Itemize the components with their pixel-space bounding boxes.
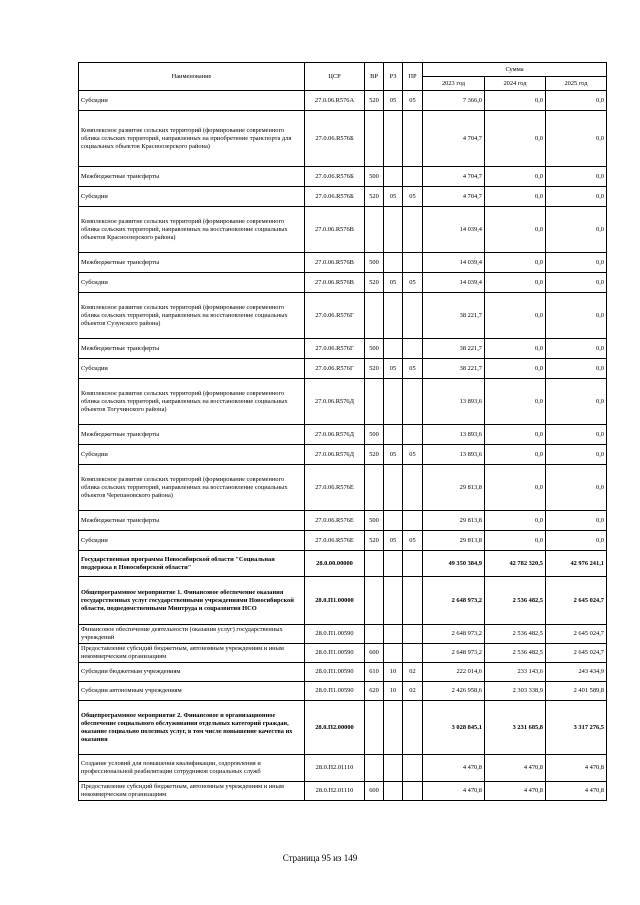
row-csr-cell: 28.0.П2.01110 xyxy=(305,782,365,801)
row-name-cell: Комплексное развитие сельских территорий (формирование современного облика сельских территорий, направленных на восстановление социальных объектов Сузунского района) xyxy=(79,293,305,339)
row-2024-cell: 2 536 482,5 xyxy=(485,625,546,644)
row-name-cell: Субсидии xyxy=(79,91,305,111)
row-2025-cell: 2 645 024,7 xyxy=(546,644,607,663)
row-pr-cell xyxy=(403,425,423,445)
table-row xyxy=(79,273,607,293)
row-2023-cell: 4 704,7 xyxy=(423,167,485,187)
row-name-cell: Комплексное развитие сельских территорий (формирование современного облика сельских территорий, направленных на восстановление социальных объектов Красноозерского района) xyxy=(79,207,305,253)
row-rz-cell xyxy=(384,644,403,663)
row-2024-cell: 0,0 xyxy=(485,91,546,111)
row-2025-cell: 243 434,9 xyxy=(546,663,607,682)
row-2025-cell: 0,0 xyxy=(546,379,607,425)
row-rz-cell xyxy=(384,339,403,359)
row-2024-cell: 0,0 xyxy=(485,293,546,339)
row-vr-cell: 620 xyxy=(365,682,384,701)
row-name-cell: Общепрограммное мероприятие 2. Финансовое и организационное обеспечение социального обслуживания отдельных категорий граждан, оказание социально полезных услуг, в том числе повышение качества их оказания xyxy=(79,701,305,755)
header-rz: РЗ xyxy=(384,63,403,91)
row-csr-cell: 27.0.06.R576Г xyxy=(305,339,365,359)
row-pr-cell xyxy=(403,644,423,663)
row-pr-cell xyxy=(403,755,423,782)
row-csr-cell: 27.0.06.R576Г xyxy=(305,293,365,339)
row-name-cell: Субсидии xyxy=(79,445,305,465)
row-2023-cell: 2 648 973,2 xyxy=(423,644,485,663)
row-rz-cell: 10 xyxy=(384,682,403,701)
row-name-cell: Субсидии xyxy=(79,359,305,379)
table-row xyxy=(79,445,607,465)
row-vr-cell xyxy=(365,111,384,167)
row-2024-cell: 0,0 xyxy=(485,531,546,551)
row-pr-cell xyxy=(403,625,423,644)
row-rz-cell xyxy=(384,253,403,273)
row-2024-cell: 0,0 xyxy=(485,253,546,273)
row-2024-cell: 0,0 xyxy=(485,207,546,253)
row-vr-cell: 520 xyxy=(365,531,384,551)
table-row xyxy=(79,379,607,425)
row-name-cell: Комплексное развитие сельских территорий (формирование современного облика сельских территорий, направленных на восстановление социальных объектов Тогучинского района) xyxy=(79,379,305,425)
row-csr-cell: 27.0.06.R576Д xyxy=(305,379,365,425)
table-row xyxy=(79,755,607,782)
row-csr-cell: 27.0.06.R576Б xyxy=(305,187,365,207)
row-pr-cell xyxy=(403,782,423,801)
row-2025-cell: 0,0 xyxy=(546,359,607,379)
row-pr-cell: 05 xyxy=(403,273,423,293)
row-pr-cell xyxy=(403,253,423,273)
row-2025-cell: 0,0 xyxy=(546,293,607,339)
row-rz-cell xyxy=(384,577,403,625)
row-2023-cell: 13 893,6 xyxy=(423,425,485,445)
table-row xyxy=(79,339,607,359)
row-name-cell: Субсидии xyxy=(79,187,305,207)
row-name-cell: Предоставление субсидий бюджетным, автономным учреждениям и иным некоммерческим организациям xyxy=(79,644,305,663)
header-year-2023: 2023 год xyxy=(423,77,485,91)
row-rz-cell: 05 xyxy=(384,531,403,551)
row-2023-cell: 4 470,8 xyxy=(423,782,485,801)
row-csr-cell: 27.0.06.R576Е xyxy=(305,531,365,551)
row-pr-cell xyxy=(403,379,423,425)
row-vr-cell: 520 xyxy=(365,187,384,207)
row-2025-cell: 0,0 xyxy=(546,167,607,187)
row-vr-cell: 500 xyxy=(365,511,384,531)
row-csr-cell: 28.0.П2.00000 xyxy=(305,701,365,755)
row-2023-cell: 4 704,7 xyxy=(423,187,485,207)
row-vr-cell xyxy=(365,293,384,339)
row-rz-cell xyxy=(384,167,403,187)
row-2023-cell: 38 221,7 xyxy=(423,359,485,379)
row-2024-cell: 0,0 xyxy=(485,465,546,511)
row-2023-cell: 14 039,4 xyxy=(423,207,485,253)
header-csr: ЦСР xyxy=(305,63,365,91)
row-rz-cell xyxy=(384,379,403,425)
row-pr-cell xyxy=(403,465,423,511)
row-pr-cell: 02 xyxy=(403,663,423,682)
row-vr-cell: 520 xyxy=(365,359,384,379)
row-rz-cell: 05 xyxy=(384,273,403,293)
row-name-cell: Субсидии бюджетным учреждениям xyxy=(79,663,305,682)
row-2024-cell: 0,0 xyxy=(485,111,546,167)
row-2025-cell: 2 645 024,7 xyxy=(546,577,607,625)
row-2025-cell: 2 645 024,7 xyxy=(546,625,607,644)
row-2025-cell: 4 470,8 xyxy=(546,782,607,801)
row-2023-cell: 14 039,4 xyxy=(423,253,485,273)
row-2023-cell: 2 648 973,2 xyxy=(423,577,485,625)
row-rz-cell xyxy=(384,293,403,339)
row-2025-cell: 0,0 xyxy=(546,425,607,445)
row-name-cell: Межбюджетные трансферты xyxy=(79,425,305,445)
row-rz-cell xyxy=(384,551,403,577)
row-vr-cell: 500 xyxy=(365,425,384,445)
row-2024-cell: 0,0 xyxy=(485,379,546,425)
row-2023-cell: 29 813,8 xyxy=(423,511,485,531)
row-2023-cell: 4 470,8 xyxy=(423,755,485,782)
table-row xyxy=(79,187,607,207)
row-csr-cell: 28.0.П1.00590 xyxy=(305,625,365,644)
table-row xyxy=(79,663,607,682)
row-name-cell: Субсидии xyxy=(79,273,305,293)
row-vr-cell xyxy=(365,379,384,425)
row-pr-cell xyxy=(403,167,423,187)
row-2025-cell: 0,0 xyxy=(546,445,607,465)
row-csr-cell: 27.0.06.R576Г xyxy=(305,359,365,379)
header-name: Наименование xyxy=(79,63,305,91)
row-2024-cell: 0,0 xyxy=(485,273,546,293)
row-2025-cell: 2 401 589,8 xyxy=(546,682,607,701)
table-row xyxy=(79,359,607,379)
table-row xyxy=(79,91,607,111)
row-csr-cell: 27.0.06.R576Д xyxy=(305,425,365,445)
row-name-cell: Предоставление субсидий бюджетным, автономным учреждениям и иным некоммерческим организациям xyxy=(79,782,305,801)
row-csr-cell: 27.0.06.R576Е xyxy=(305,465,365,511)
row-2024-cell: 0,0 xyxy=(485,445,546,465)
row-2023-cell: 2 648 973,2 xyxy=(423,625,485,644)
row-2025-cell: 0,0 xyxy=(546,339,607,359)
row-rz-cell xyxy=(384,207,403,253)
row-pr-cell xyxy=(403,111,423,167)
header-vr: ВР xyxy=(365,63,384,91)
row-vr-cell xyxy=(365,625,384,644)
row-2023-cell: 38 221,7 xyxy=(423,339,485,359)
row-csr-cell: 27.0.06.R576Б xyxy=(305,167,365,187)
row-vr-cell: 600 xyxy=(365,782,384,801)
row-2024-cell: 0,0 xyxy=(485,425,546,445)
row-2025-cell: 0,0 xyxy=(546,511,607,531)
budget-table xyxy=(78,62,607,801)
page-number: Страница 95 из 149 xyxy=(282,853,358,863)
row-csr-cell: 27.0.06.R576Д xyxy=(305,445,365,465)
row-rz-cell: 05 xyxy=(384,187,403,207)
table-row xyxy=(79,425,607,445)
row-2024-cell: 0,0 xyxy=(485,339,546,359)
row-rz-cell: 10 xyxy=(384,663,403,682)
row-vr-cell xyxy=(365,551,384,577)
table-row xyxy=(79,577,607,625)
row-rz-cell xyxy=(384,425,403,445)
row-name-cell: Финансовое обеспечение деятельности (оказания услуг) государственных учреждений xyxy=(79,625,305,644)
row-vr-cell: 500 xyxy=(365,253,384,273)
table-row xyxy=(79,551,607,577)
row-rz-cell xyxy=(384,625,403,644)
row-pr-cell xyxy=(403,577,423,625)
table-body xyxy=(79,91,607,801)
row-pr-cell xyxy=(403,293,423,339)
row-2023-cell: 29 813,8 xyxy=(423,531,485,551)
row-pr-cell xyxy=(403,551,423,577)
row-2023-cell: 222 014,6 xyxy=(423,663,485,682)
row-2023-cell: 13 893,6 xyxy=(423,379,485,425)
row-csr-cell: 28.0.П1.00000 xyxy=(305,577,365,625)
row-vr-cell xyxy=(365,465,384,511)
row-rz-cell xyxy=(384,465,403,511)
row-vr-cell: 520 xyxy=(365,445,384,465)
row-pr-cell xyxy=(403,339,423,359)
row-rz-cell xyxy=(384,511,403,531)
row-2024-cell: 0,0 xyxy=(485,359,546,379)
header-pr: ПР xyxy=(403,63,423,91)
row-2024-cell: 4 470,8 xyxy=(485,782,546,801)
row-csr-cell: 27.0.06.R576В xyxy=(305,273,365,293)
row-name-cell: Межбюджетные трансферты xyxy=(79,339,305,359)
row-pr-cell: 05 xyxy=(403,445,423,465)
row-pr-cell: 05 xyxy=(403,359,423,379)
table-row xyxy=(79,531,607,551)
row-2025-cell: 0,0 xyxy=(546,273,607,293)
row-2024-cell: 0,0 xyxy=(485,187,546,207)
row-2025-cell: 0,0 xyxy=(546,207,607,253)
row-csr-cell: 27.0.06.R576А xyxy=(305,91,365,111)
row-vr-cell: 520 xyxy=(365,273,384,293)
row-2024-cell: 2 536 482,5 xyxy=(485,577,546,625)
row-name-cell: Комплексное развитие сельских территорий (формирование современного облика сельских территорий, направленных на восстановление социальных объектов Черепановского района) xyxy=(79,465,305,511)
row-vr-cell xyxy=(365,207,384,253)
table-row xyxy=(79,682,607,701)
row-2025-cell: 0,0 xyxy=(546,111,607,167)
row-2024-cell: 0,0 xyxy=(485,167,546,187)
row-rz-cell xyxy=(384,755,403,782)
row-2023-cell: 38 221,7 xyxy=(423,293,485,339)
row-name-cell: Межбюджетные трансферты xyxy=(79,253,305,273)
row-pr-cell xyxy=(403,701,423,755)
table-row xyxy=(79,465,607,511)
row-2023-cell: 13 893,6 xyxy=(423,445,485,465)
row-2024-cell: 0,0 xyxy=(485,511,546,531)
header-year-2025: 2025 год xyxy=(546,77,607,91)
row-pr-cell: 05 xyxy=(403,91,423,111)
row-2024-cell: 2 303 338,9 xyxy=(485,682,546,701)
row-2025-cell: 3 317 276,5 xyxy=(546,701,607,755)
row-2023-cell: 4 704,7 xyxy=(423,111,485,167)
row-2025-cell: 0,0 xyxy=(546,187,607,207)
row-csr-cell: 28.0.П1.00590 xyxy=(305,663,365,682)
row-2025-cell: 42 976 241,1 xyxy=(546,551,607,577)
row-vr-cell: 520 xyxy=(365,91,384,111)
row-2023-cell: 3 028 845,1 xyxy=(423,701,485,755)
row-rz-cell xyxy=(384,111,403,167)
row-name-cell: Межбюджетные трансферты xyxy=(79,167,305,187)
row-rz-cell xyxy=(384,782,403,801)
row-2023-cell: 2 426 958,6 xyxy=(423,682,485,701)
row-2023-cell: 49 350 384,9 xyxy=(423,551,485,577)
row-pr-cell: 05 xyxy=(403,531,423,551)
row-rz-cell: 05 xyxy=(384,445,403,465)
row-vr-cell xyxy=(365,701,384,755)
row-rz-cell: 05 xyxy=(384,91,403,111)
row-rz-cell xyxy=(384,701,403,755)
row-csr-cell: 27.0.06.R576В xyxy=(305,253,365,273)
row-vr-cell xyxy=(365,755,384,782)
row-name-cell: Межбюджетные трансферты xyxy=(79,511,305,531)
table-row xyxy=(79,293,607,339)
row-name-cell: Субсидии xyxy=(79,531,305,551)
row-2025-cell: 0,0 xyxy=(546,531,607,551)
row-vr-cell: 500 xyxy=(365,339,384,359)
row-csr-cell: 28.0.П2.01110 xyxy=(305,755,365,782)
table-row xyxy=(79,644,607,663)
row-2024-cell: 233 143,6 xyxy=(485,663,546,682)
row-csr-cell: 27.0.06.R576Б xyxy=(305,111,365,167)
row-pr-cell: 02 xyxy=(403,682,423,701)
table-row xyxy=(79,701,607,755)
row-pr-cell xyxy=(403,207,423,253)
row-vr-cell: 500 xyxy=(365,167,384,187)
table-row xyxy=(79,625,607,644)
row-2025-cell: 0,0 xyxy=(546,253,607,273)
row-name-cell: Общепрограммное мероприятие 1. Финансовое обеспечение оказания государственных услуг государственными учреждениями Новосибирской области, подведомственными Минтруда и соцразвития НСО xyxy=(79,577,305,625)
header-year-2024: 2024 год xyxy=(485,77,546,91)
row-2024-cell: 42 782 320,5 xyxy=(485,551,546,577)
row-name-cell: Государственная программа Новосибирской области "Социальная поддержка в Новосибирской области" xyxy=(79,551,305,577)
row-pr-cell: 05 xyxy=(403,187,423,207)
row-2024-cell: 2 536 482,5 xyxy=(485,644,546,663)
row-csr-cell: 28.0.П1.00590 xyxy=(305,682,365,701)
table-row xyxy=(79,253,607,273)
row-2023-cell: 29 813,8 xyxy=(423,465,485,511)
row-csr-cell: 28.0.00.00000 xyxy=(305,551,365,577)
row-2025-cell: 4 470,8 xyxy=(546,755,607,782)
table-row xyxy=(79,782,607,801)
row-csr-cell: 27.0.06.R576В xyxy=(305,207,365,253)
row-csr-cell: 27.0.06.R576Е xyxy=(305,511,365,531)
table-row xyxy=(79,167,607,187)
header-sum: Сумма xyxy=(423,63,607,77)
row-vr-cell: 600 xyxy=(365,644,384,663)
row-2025-cell: 0,0 xyxy=(546,91,607,111)
row-2025-cell: 0,0 xyxy=(546,465,607,511)
row-2023-cell: 7 366,0 xyxy=(423,91,485,111)
row-rz-cell: 05 xyxy=(384,359,403,379)
row-2024-cell: 3 231 685,8 xyxy=(485,701,546,755)
row-vr-cell xyxy=(365,577,384,625)
table-row xyxy=(79,111,607,167)
row-name-cell: Создание условий для повышения квалификации, оздоровления и профессиональной реабилитации сотрудников социальных служб xyxy=(79,755,305,782)
row-csr-cell: 28.0.П1.00590 xyxy=(305,644,365,663)
table-row xyxy=(79,207,607,253)
row-pr-cell xyxy=(403,511,423,531)
row-name-cell: Субсидии автономным учреждениям xyxy=(79,682,305,701)
table-row xyxy=(79,511,607,531)
row-2023-cell: 14 039,4 xyxy=(423,273,485,293)
row-name-cell: Комплексное развитие сельских территорий (формирование современного облика сельских территорий, направленных на приобретение транспорта для социальных объектов Красноозерского района) xyxy=(79,111,305,167)
row-vr-cell: 610 xyxy=(365,663,384,682)
row-2024-cell: 4 470,8 xyxy=(485,755,546,782)
